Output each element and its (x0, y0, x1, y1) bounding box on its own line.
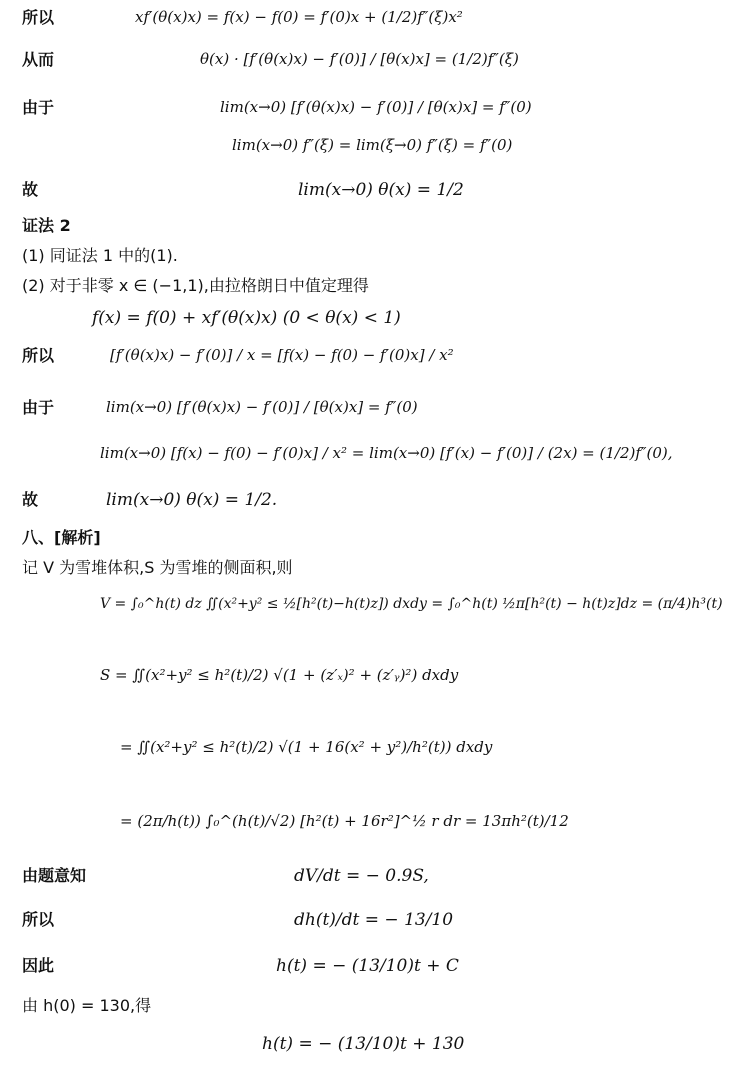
formula: lim(x→0) [f′(θ(x)x) − f′(0)] / [θ(x)x] = f″(0) (106, 398, 418, 416)
formula: = (2π/h(t)) ∫₀^(h(t)/√2) [h²(t) + 16r²]^½ r dr = 13πh²(t)/12 (120, 812, 569, 830)
formula: θ(x) · [f′(θ(x)x) − f′(0)] / [θ(x)x] = (1/2)f″(ξ) (200, 50, 519, 68)
line-label: 因此 (22, 956, 55, 975)
line-label: 由于 (22, 398, 55, 417)
line-label: 由于 (22, 98, 55, 117)
text-line: 记 V 为雪堆体积,S 为雪堆的侧面积,则 (22, 558, 293, 577)
formula: xf′(θ(x)x) = f(x) − f(0) = f′(0)x + (1/2)f″(ξ)x² (135, 8, 463, 26)
section-heading: 证法 2 (22, 216, 71, 235)
formula: = ∬(x²+y² ≤ h²(t)/2) √(1 + 16(x² + y²)/h²(t)) dxdy (120, 738, 493, 756)
formula: lim(x→0) θ(x) = 1/2. (106, 490, 278, 510)
text-line: 由 h(0) = 130,得 (22, 996, 152, 1015)
formula: V = ∫₀^h(t) dz ∬(x²+y² ≤ ½[h²(t)−h(t)z]) dxdy = ∫₀^h(t) ½π[h²(t) − h(t)z]dz = (π/4)h³(t) (100, 596, 723, 612)
formula: lim(x→0) [f′(θ(x)x) − f′(0)] / [θ(x)x] = f″(0) (220, 98, 532, 116)
text-line: (1) 同证法 1 中的(1). (22, 246, 178, 265)
line-label: 从而 (22, 50, 55, 69)
line-label: 由题意知 (22, 866, 87, 885)
line-label: 故 (22, 490, 39, 509)
section-heading: 八、[解析] (22, 528, 101, 547)
text-line: (2) 对于非零 x ∈ (−1,1),由拉格朗日中值定理得 (22, 276, 369, 295)
line-label: 所以 (22, 910, 55, 929)
formula: lim(x→0) f″(ξ) = lim(ξ→0) f″(ξ) = f″(0) (232, 136, 513, 154)
formula: dV/dt = − 0.9S, (294, 866, 429, 886)
formula: lim(x→0) θ(x) = 1/2 (298, 180, 464, 200)
line-label: 所以 (22, 346, 55, 365)
formula: h(t) = − (13/10)t + C (276, 956, 459, 976)
formula: dh(t)/dt = − 13/10 (294, 910, 454, 930)
formula: S = ∬(x²+y² ≤ h²(t)/2) √(1 + (z′ₓ)² + (z′ᵧ)²) dxdy (100, 666, 459, 684)
formula: [f′(θ(x)x) − f′(0)] / x = [f(x) − f(0) − f′(0)x] / x² (110, 346, 454, 364)
line-label: 故 (22, 180, 39, 199)
formula: lim(x→0) [f(x) − f(0) − f′(0)x] / x² = lim(x→0) [f′(x) − f′(0)] / (2x) = (1/2)f″(0), (100, 444, 673, 462)
formula: f(x) = f(0) + xf′(θ(x)x) (0 < θ(x) < 1) (92, 308, 401, 328)
line-label: 所以 (22, 8, 55, 27)
formula: h(t) = − (13/10)t + 130 (262, 1034, 465, 1054)
